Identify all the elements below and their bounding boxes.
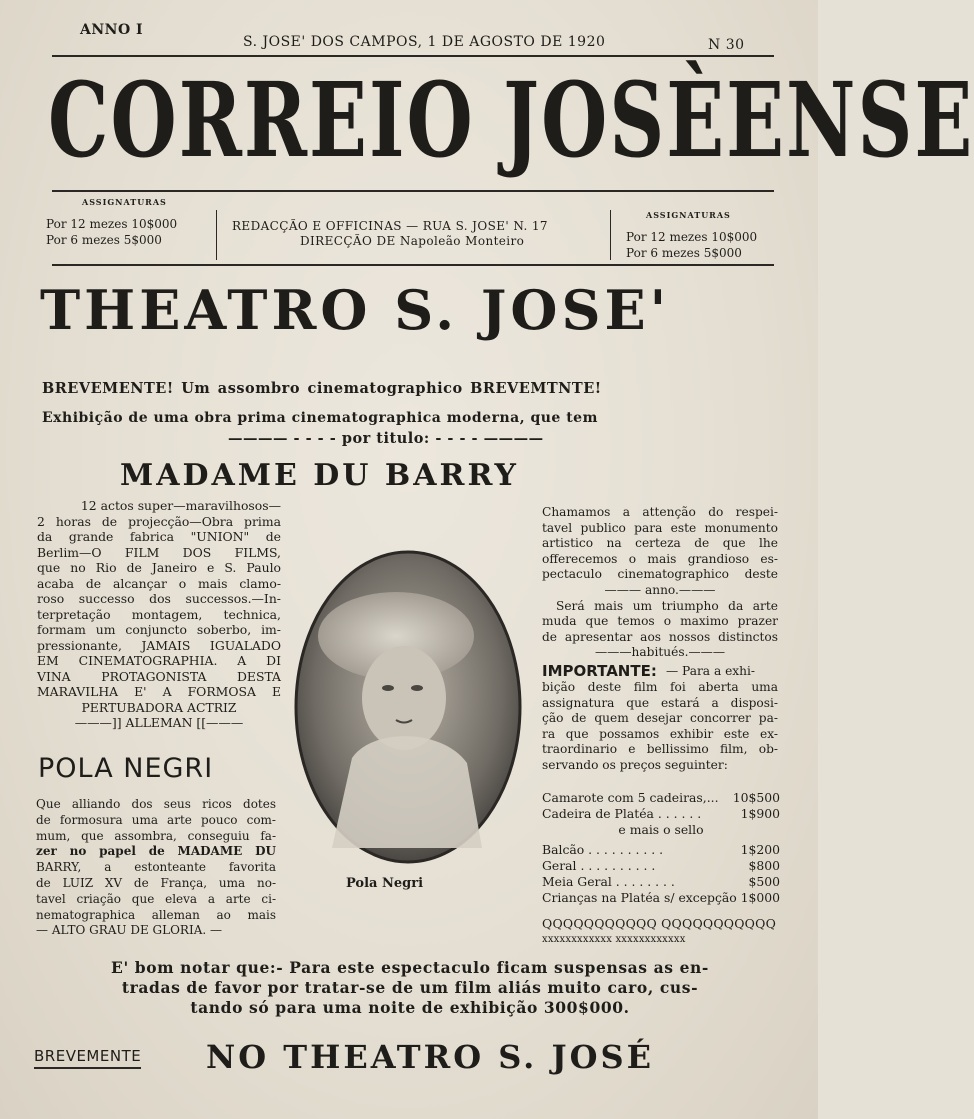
header-bottom-rule bbox=[52, 264, 774, 266]
price-row bbox=[542, 874, 780, 890]
price-row bbox=[542, 858, 780, 874]
price-row bbox=[542, 806, 780, 822]
left-line: pressionante, JAMAIS IGUALADO bbox=[37, 637, 281, 653]
left2-line: de formosura uma arte pouco com- bbox=[36, 812, 276, 827]
price-label: Crianças na Platéa s/ excepção bbox=[542, 890, 737, 905]
left-line: que no Rio de Janeiro e S. Paulo bbox=[37, 560, 281, 575]
x-ornament-line: xxxxxxxxxxxx xxxxxxxxxxxx bbox=[542, 934, 686, 945]
editorial-director: DIRECÇÃO DE Napoleão Monteiro bbox=[300, 234, 525, 248]
subscriptions-left-line1: Por 12 mezes 10$000 bbox=[46, 217, 178, 231]
right-line: offerecemos o mais grandioso es- bbox=[542, 551, 778, 566]
price-label: Meia Geral . . . . . . . . bbox=[542, 874, 675, 889]
price-value: 1$000 bbox=[740, 890, 780, 905]
left-line: acaba de alcançar o mais clamo- bbox=[37, 575, 281, 591]
right-line: Chamamos a attenção do respei- bbox=[542, 505, 778, 519]
right2-line: traordinario e bellissimo film, ob- bbox=[542, 742, 778, 757]
price-label: Camarote com 5 cadeiras,... bbox=[542, 790, 719, 805]
important-text-first: — Para a exhi- bbox=[666, 664, 756, 678]
price-value: $500 bbox=[748, 874, 780, 889]
price-row bbox=[542, 790, 780, 806]
left-line: EM CINEMATOGRAPHIA. A DI bbox=[37, 653, 281, 668]
left2-line: Que alliando dos seus ricos dotes bbox=[36, 797, 276, 811]
right-line: de apresentar aos nossos distinctos bbox=[542, 629, 778, 644]
left2-line: de LUIZ XV de França, uma no- bbox=[36, 875, 276, 890]
divider-left bbox=[216, 210, 217, 260]
left-line: ———]] ALLEMAN [[——— bbox=[74, 715, 244, 730]
right-line: pectaculo cinematographico deste bbox=[542, 567, 778, 582]
left-line: VINA PROTAGONISTA DESTA bbox=[37, 668, 281, 684]
masthead-rule bbox=[52, 190, 774, 192]
left-line: da grande fabrica "UNION" de bbox=[37, 529, 281, 544]
footer-theatre: NO THEATRO S. JOSÉ bbox=[206, 1038, 654, 1076]
note-line: E' bom notar que:- Para este espectaculo ficam suspensas as en- bbox=[111, 958, 709, 977]
left2-line: nematographica alleman ao mais bbox=[36, 907, 276, 922]
editorial-address: REDACÇÃO E OFFICINAS — RUA S. JOSE' N. 17 bbox=[232, 219, 548, 233]
right-line: ———habitués.——— bbox=[594, 645, 726, 660]
issue-number: N 30 bbox=[708, 37, 745, 53]
left-line: PERTUBADORA ACTRIZ bbox=[81, 699, 237, 715]
right2-line: assignatura que estará a disposi- bbox=[542, 695, 778, 710]
bottom-note bbox=[40, 958, 780, 1018]
subscriptions-left-heading: ASSIGNATURAS bbox=[82, 197, 167, 207]
price-row bbox=[542, 822, 780, 838]
price-label: Balcão . . . . . . . . . . bbox=[542, 842, 664, 857]
announcement-line-3: ———— - - - - por titulo: - - - - ———— bbox=[228, 430, 544, 447]
q-ornament-line: QQQQQQQQQQQ QQQQQQQQQQQ bbox=[542, 916, 777, 931]
left-line: MARAVILHA E' A FORMOSA E bbox=[37, 684, 281, 699]
note-line: tradas de favor por tratar-se de um film aliás muito caro, cus- bbox=[121, 978, 699, 997]
left-line: roso successo dos successos.—In- bbox=[37, 591, 281, 606]
footer-soon: BREVEMENTE bbox=[34, 1047, 141, 1069]
price-row bbox=[542, 890, 780, 906]
right-column-2 bbox=[542, 680, 778, 774]
left2-line: BARRY, a estonteante favorita bbox=[36, 860, 276, 875]
price-label: Cadeira de Platéa . . . . . . bbox=[542, 806, 702, 821]
right2-line: ra que possamos exhibir este ex- bbox=[542, 726, 778, 741]
actress-name: POLA NEGRI bbox=[38, 753, 214, 784]
left-column-2 bbox=[36, 797, 276, 939]
price-value: 1$900 bbox=[740, 806, 780, 821]
announcement-line-1: BREVEMENTE! Um assombro cinematographico BREVEMTNTE! bbox=[42, 380, 602, 397]
price-label: e mais o sello bbox=[618, 822, 704, 837]
left-line: 12 actos super—maravilhosos— bbox=[80, 498, 281, 513]
place-date: S. JOSE' DOS CAMPOS, 1 DE AGOSTO DE 1920 bbox=[243, 34, 606, 50]
right-line: muda que temos o maximo prazer bbox=[542, 614, 778, 629]
price-value: $800 bbox=[748, 858, 780, 873]
important-label: IMPORTANTE: bbox=[542, 662, 657, 680]
right2-line: servando os preços seguinter: bbox=[542, 757, 728, 772]
right-line: tavel publico para este monumento bbox=[542, 520, 778, 535]
left2-line: — ALTO GRAU DE GLORIA. — bbox=[36, 923, 222, 938]
right2-line: bição deste film foi aberta uma bbox=[542, 680, 778, 694]
price-row bbox=[542, 842, 780, 858]
top-rule bbox=[52, 55, 774, 57]
portrait-photo bbox=[292, 548, 524, 866]
announcement-line-2: Exhibição de uma obra prima cinematographica moderna, que tem bbox=[42, 410, 598, 426]
price-value: 10$500 bbox=[732, 790, 780, 805]
left2-line: tavel criação que eleva a arte ci- bbox=[36, 891, 276, 906]
right2-line: ção de quem desejar concorrer pa- bbox=[542, 711, 778, 726]
right-line: Será mais um triumpho da arte bbox=[556, 598, 778, 613]
left-column bbox=[37, 498, 281, 731]
subscriptions-right-heading: ASSIGNATURAS bbox=[646, 210, 731, 220]
left2-line: mum, que assombra, conseguiu fa- bbox=[36, 828, 276, 843]
right-line: ——— anno.——— bbox=[604, 582, 716, 597]
right-line: artistico na certeza de que lhe bbox=[542, 536, 778, 551]
price-list bbox=[542, 790, 780, 906]
subscriptions-left-line2: Por 6 mezes 5$000 bbox=[46, 233, 162, 247]
headline: THEATRO S. JOSE' bbox=[40, 278, 671, 342]
photo-caption: Pola Negri bbox=[346, 876, 424, 891]
left-line: terpretação montagem, technica, bbox=[37, 606, 281, 622]
left-line: Berlim—O FILM DOS FILMS, bbox=[37, 544, 281, 560]
masthead-title: CORREIO JOSÈENSE bbox=[48, 60, 974, 181]
left-line: formam um conjuncto soberbo, im- bbox=[37, 622, 281, 637]
divider-right bbox=[610, 210, 611, 260]
left-line: 2 horas de projecção—Obra prima bbox=[37, 513, 281, 529]
left2-line: zer no papel de MADAME DU bbox=[36, 844, 276, 859]
subscriptions-right-line1: Por 12 mezes 10$000 bbox=[626, 230, 758, 244]
film-title: MADAME DU BARRY bbox=[120, 458, 519, 493]
price-label: Geral . . . . . . . . . . bbox=[542, 858, 656, 873]
note-line: tando só para uma noite de exhibição 300$000. bbox=[190, 998, 630, 1017]
right-column bbox=[542, 505, 778, 661]
subscriptions-right-line2: Por 6 mezes 5$000 bbox=[626, 246, 742, 260]
price-value: 1$200 bbox=[740, 842, 780, 857]
year-label: ANNO I bbox=[80, 22, 144, 38]
